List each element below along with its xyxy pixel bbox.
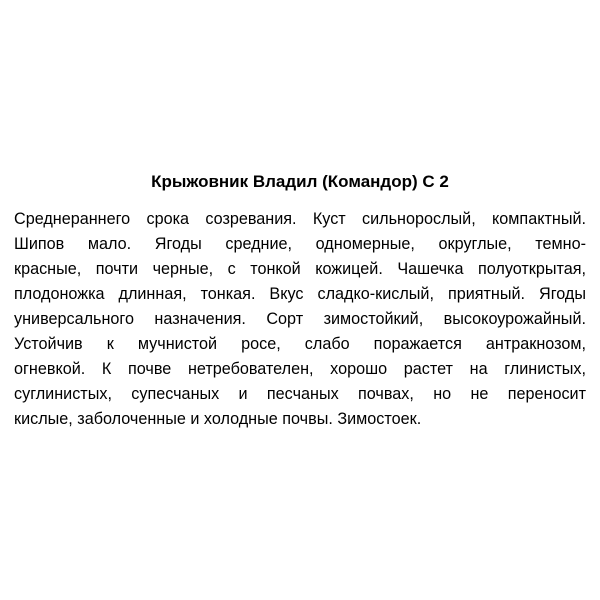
body-line-1: Среднераннего срока созревания. Куст сильнорослый, компактный. — [14, 210, 586, 228]
body-line-4: плодоножка длинная, тонкая. Вкус сладко-кислый, приятный. Ягоды — [14, 285, 586, 303]
body-line-8: суглинистых, супесчаных и песчаных почвах, но не переносит — [14, 385, 586, 403]
document-title: Крыжовник Владил (Командор) С 2 — [151, 172, 449, 191]
document-body — [14, 207, 586, 432]
body-line-7: огневкой. К почве нетребователен, хорошо растет на глинистых, — [14, 360, 586, 378]
body-line-6: Устойчив к мучнистой росе, слабо поражается антракнозом, — [14, 335, 586, 353]
body-line-3: красные, почти черные, с тонкой кожицей. Чашечка полуоткрытая, — [14, 260, 586, 278]
body-line-2: Шипов мало. Ягоды средние, одномерные, округлые, темно- — [14, 235, 586, 253]
body-line-5: универсального назначения. Сорт зимостойкий, высокоурожайный. — [14, 310, 586, 328]
body-line-9: кислые, заболоченные и холодные почвы. Зимостоек. — [14, 410, 422, 428]
